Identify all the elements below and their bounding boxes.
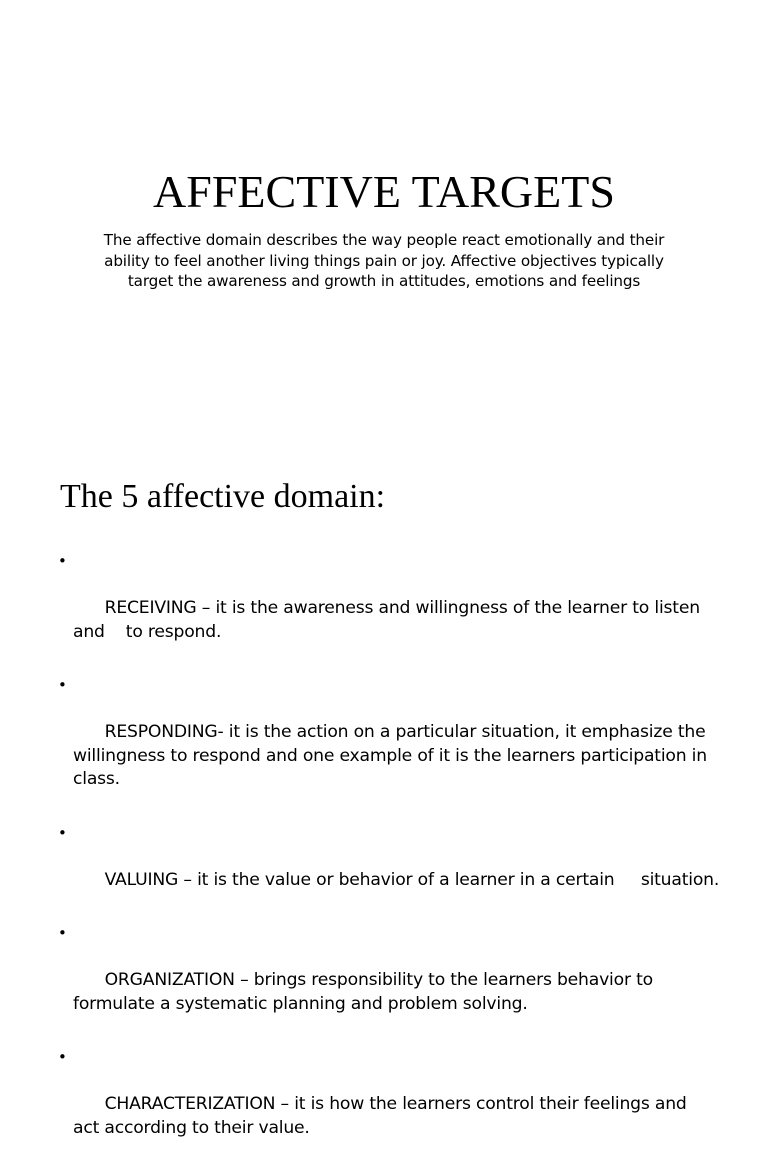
list-item-characterization — [58, 1046, 723, 1164]
bullet-icon: • — [58, 1048, 67, 1066]
list-item-text: RECEIVING – it is the awareness and willingness of the learner to listen and to respond. — [73, 598, 706, 642]
slide-title: AFFECTIVE TARGETS — [153, 166, 615, 217]
bullet-icon: • — [58, 552, 67, 570]
bullet-icon: • — [58, 823, 67, 842]
list-item-text: ORGANIZATION – brings responsibility to the learners behavior to formulate a systematic planning and problem solving. — [73, 970, 659, 1014]
list-item-text: VALUING – it is the value or behavior of a learner in a certain situation. — [104, 869, 720, 890]
list-item-responding — [58, 674, 723, 815]
list-item-receiving — [58, 550, 723, 668]
list-item-text: RESPONDING- it is the action on a particular situation, it emphasize the willingness to respond and one example of it is the learners participation in class. — [73, 722, 713, 789]
bullet-icon: • — [58, 676, 67, 694]
bullet-icon: • — [58, 924, 67, 942]
list-item-valuing — [58, 822, 723, 916]
list-item-organization — [58, 922, 723, 1040]
domain-list — [58, 550, 723, 1170]
list-item-text: CHARACTERIZATION – it is how the learners control their feelings and act according to their value. — [73, 1094, 698, 1138]
slide-heading: The 5 affective domain: — [60, 478, 386, 515]
slide-affective-domains — [0, 433, 768, 1138]
slide-subtitle: The affective domain describes the way people react emotionally and their ability to feel another living things pain or joy. Affective objectives typically target the awareness and growth in attitudes, emotions and feelings — [103, 231, 665, 291]
slide-affective-targets — [0, 0, 768, 433]
